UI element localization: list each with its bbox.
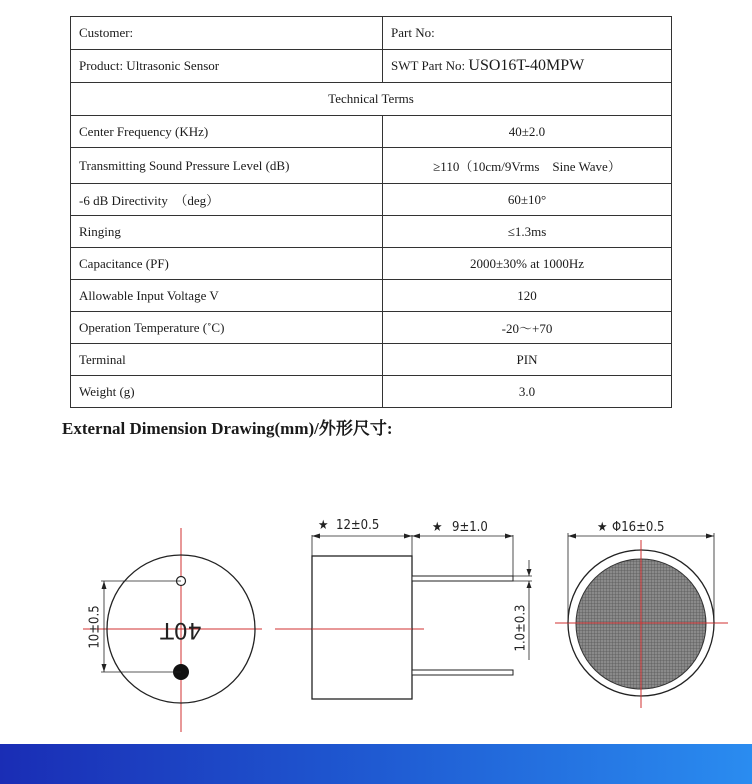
side-pin-top <box>412 576 513 581</box>
arrow-icon <box>568 534 576 539</box>
spec-value: ≥110（10cm/9Vrms Sine Wave） <box>383 148 672 184</box>
part-no-label: Part No: <box>383 17 672 50</box>
arrow-icon <box>102 581 107 589</box>
spec-label: Operation Temperature (˚C) <box>71 312 383 344</box>
customer-label: Customer: <box>71 17 383 50</box>
arrow-icon <box>312 534 320 539</box>
arrow-icon <box>412 534 420 539</box>
spec-value: PIN <box>383 344 672 376</box>
spec-label: Allowable Input Voltage V <box>71 280 383 312</box>
side-pin-bottom <box>412 670 513 675</box>
top-view <box>555 520 728 708</box>
spec-value: 2000±30% at 1000Hz <box>383 248 672 280</box>
spec-label: Center Frequency (KHz) <box>71 116 383 148</box>
star-icon: ★ <box>432 520 443 535</box>
arrow-icon <box>706 534 714 539</box>
arrow-icon <box>527 581 532 588</box>
spec-label: -6 dB Directivity （deg） <box>71 184 383 216</box>
side-body <box>312 556 412 699</box>
arrow-icon <box>102 664 107 672</box>
spec-label: Ringing <box>71 216 383 248</box>
dim-height-label: 10±0.5 <box>87 605 103 649</box>
arrow-icon <box>404 534 412 539</box>
side-view <box>275 518 532 699</box>
spec-value: 60±10° <box>383 184 672 216</box>
drawing-heading: External Dimension Drawing(mm)/外形尺寸: <box>62 419 393 438</box>
product-label: Product: Ultrasonic Sensor <box>71 50 383 83</box>
spec-label: Transmitting Sound Pressure Level (dB) <box>71 148 383 184</box>
footer-bar <box>0 744 752 784</box>
spec-value: 120 <box>383 280 672 312</box>
spec-value: 3.0 <box>383 376 672 408</box>
spec-label: Weight (g) <box>71 376 383 408</box>
spec-label: Terminal <box>71 344 383 376</box>
spec-label: Capacitance (PF) <box>71 248 383 280</box>
swt-part-prefix: SWT Part No: <box>391 58 469 73</box>
dim-dia-label: Φ16±0.5 <box>612 520 665 535</box>
arrow-icon <box>505 534 513 539</box>
star-icon: ★ <box>597 520 608 535</box>
dim-body-label: 12±0.5 <box>336 518 380 533</box>
spec-value: -20～+70 <box>383 312 672 344</box>
section-title: Technical Terms <box>71 83 672 116</box>
spec-value: ≤1.3ms <box>383 216 672 248</box>
spec-value: 40±2.0 <box>383 116 672 148</box>
star-icon: ★ <box>318 518 329 533</box>
swt-part-model: USO16T-40MPW <box>468 57 585 74</box>
arrow-icon <box>527 569 532 576</box>
front-view <box>83 528 262 732</box>
dim-pin-label: 9±1.0 <box>452 520 488 535</box>
dim-pindia-label: 1.0±0.3 <box>513 604 529 652</box>
front-marking: 40T <box>160 617 202 642</box>
